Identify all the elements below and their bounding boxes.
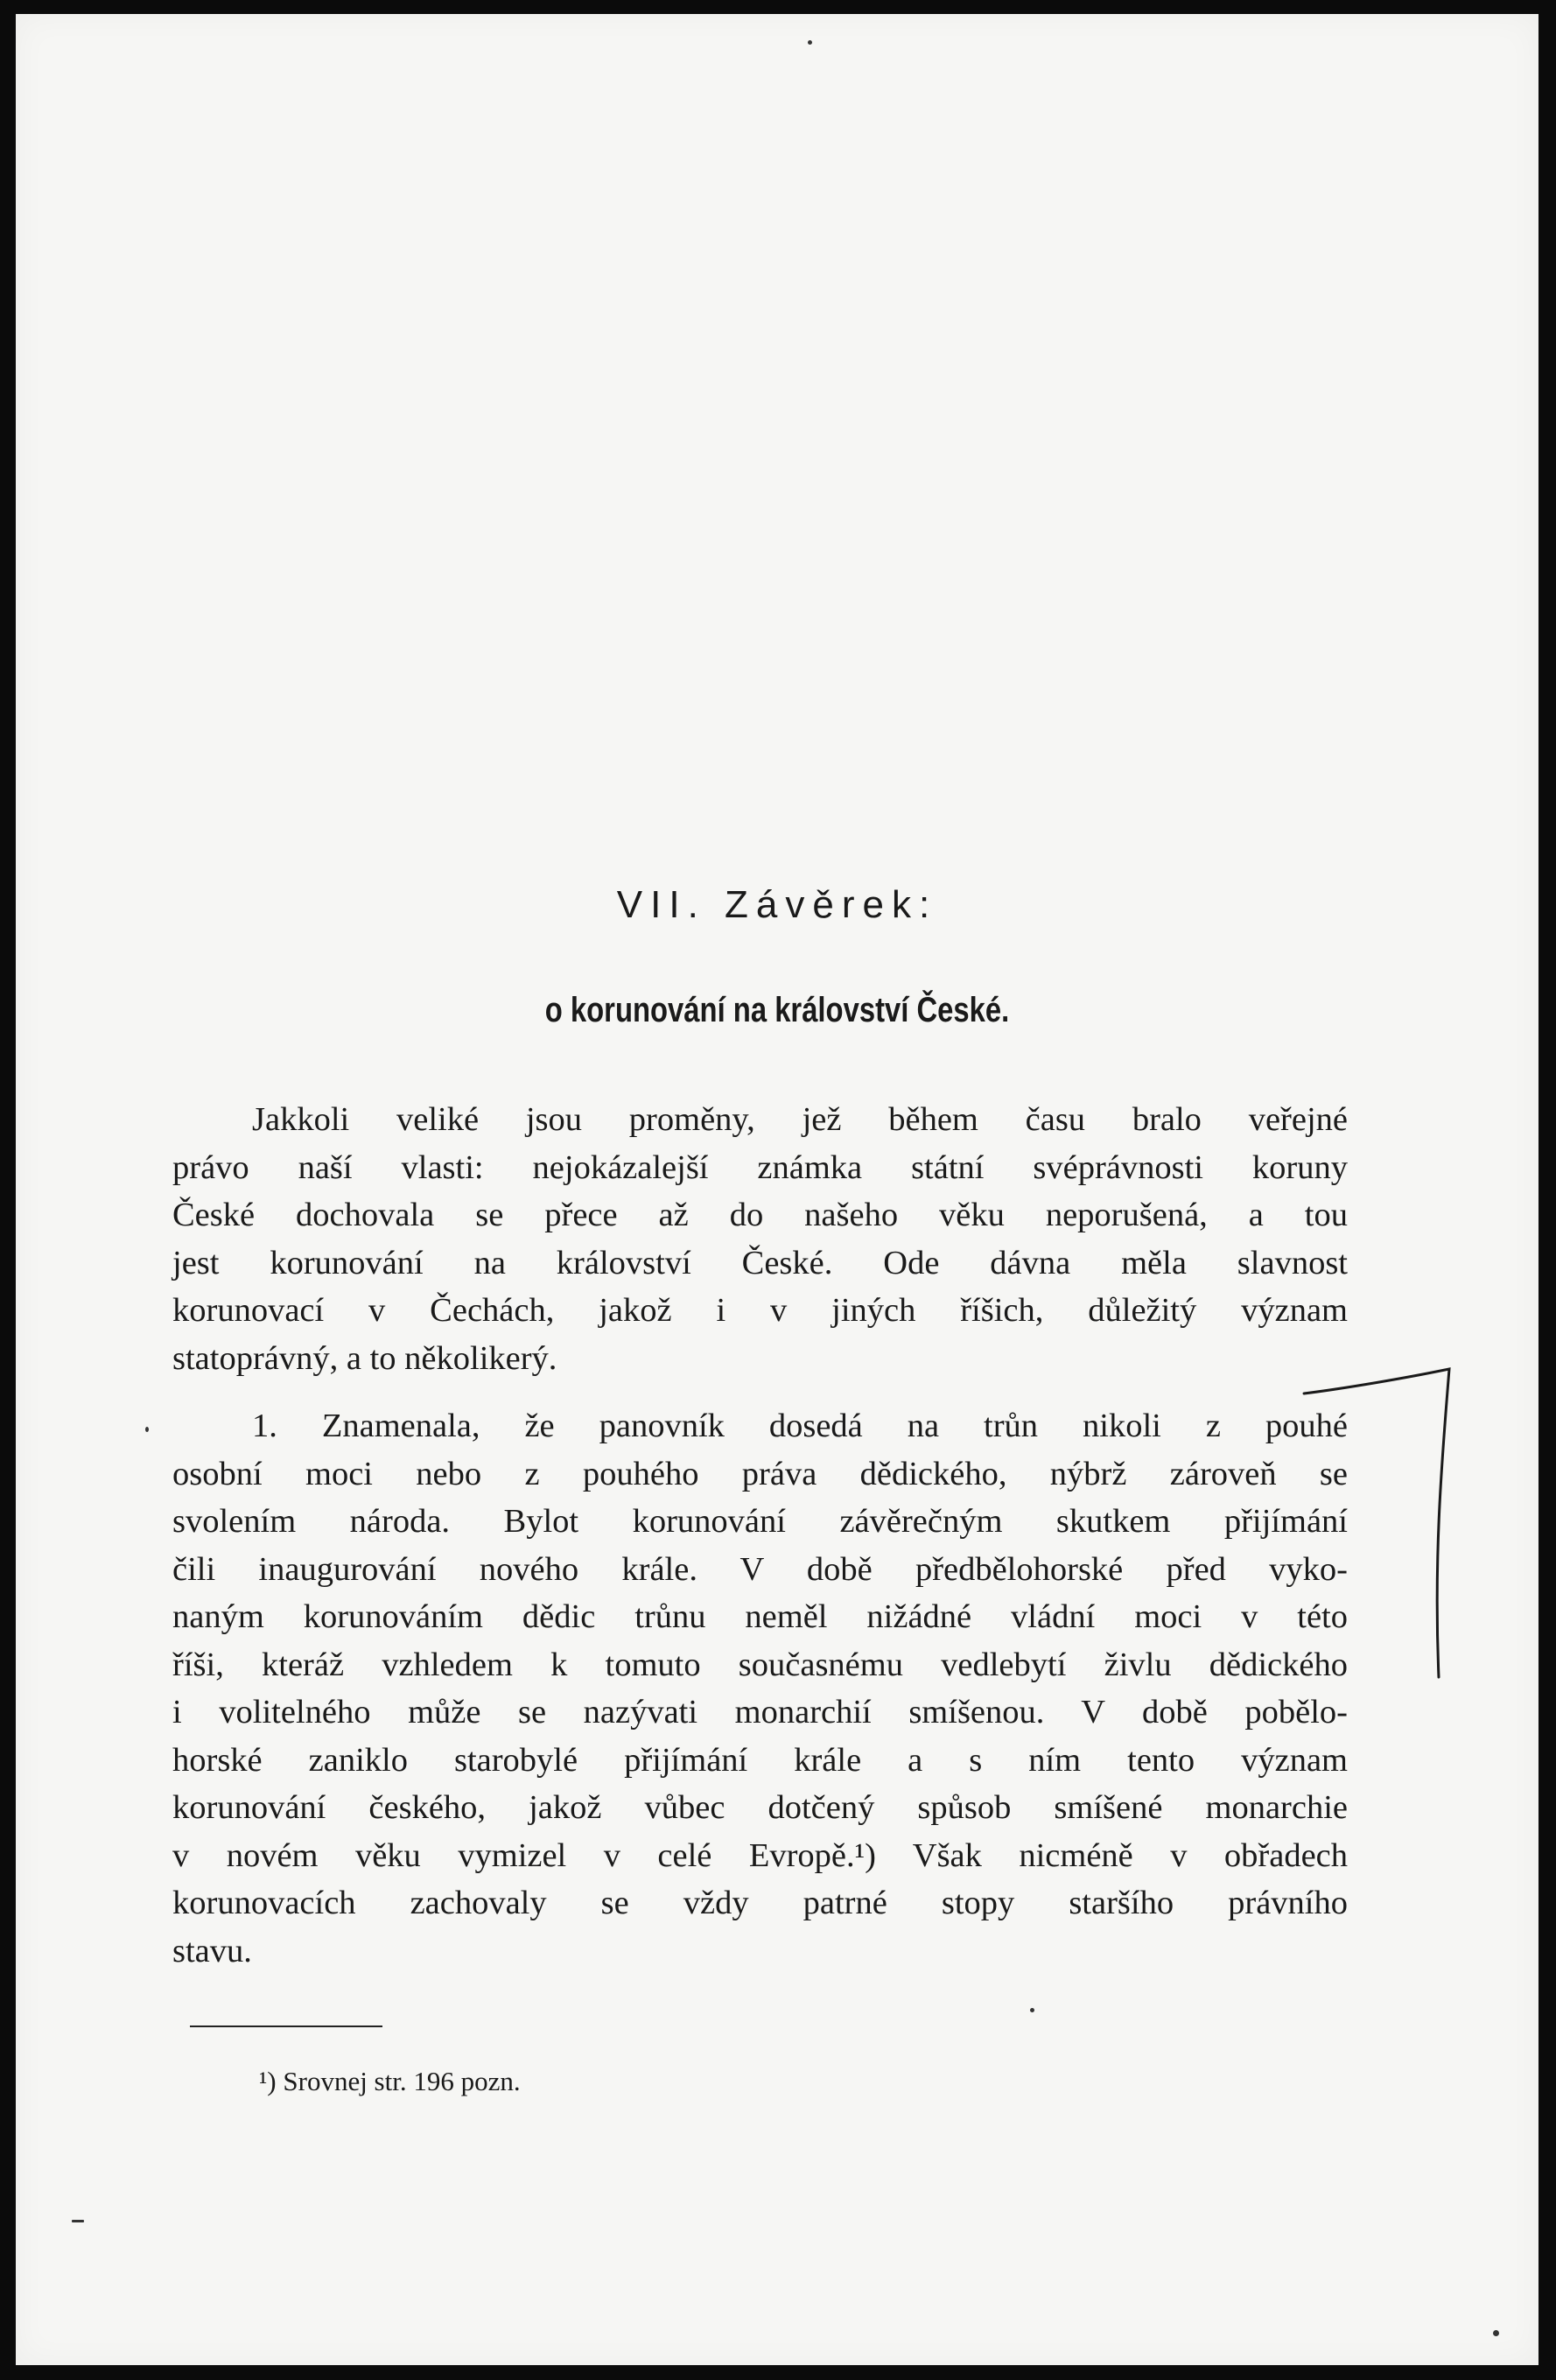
paragraph-line: jest korunování na království České. Ode dávna měla slavnost — [172, 1244, 1348, 1281]
paragraph-line: korunovacích zachovaly se vždy patrné stopy staršího právního — [172, 1885, 1348, 1921]
paragraph-line: čili inaugurování nového krále. V době předbělohorské před vyko- — [172, 1550, 1348, 1588]
paragraph-line: statoprávný, a to několikerý. — [172, 1339, 557, 1377]
paragraph-line: osobní moci nebo z pouhého práva dědického, nýbrž zároveň se — [172, 1455, 1348, 1492]
paragraph-line: Jakkoli veliké jsou proměny, jež během času bralo veřejné — [252, 1101, 1348, 1138]
paragraph-line: svolením národa. Bylot korunování závěrečným skutkem přijímání — [172, 1503, 1348, 1540]
paragraph-line: 1. Znamenala, že panovník dosedá na trůn nikoli z pouhé — [252, 1408, 1348, 1444]
document-page — [16, 14, 1538, 2365]
footnote-marker: ¹) — [259, 2066, 277, 2096]
paragraph-line: korunování českého, jakož vůbec dotčený spůsob smíšené monarchie — [172, 1789, 1348, 1826]
chapter-subheading: o korunování na království České. — [544, 991, 1010, 1029]
footnote-text: Srovnej str. 196 pozn. — [283, 2066, 521, 2096]
footnote-separator — [190, 2025, 382, 2027]
footnote — [259, 2066, 521, 2097]
paper-speck — [72, 2220, 84, 2222]
paragraph-line: stavu. — [172, 1932, 252, 1969]
paper-speck — [145, 1427, 149, 1432]
paragraph-line: v novém věku vymizel v celé Evropě.¹) Však nicméně v obřadech — [172, 1836, 1348, 1874]
paragraph-line: i volitelného může se nazývati monarchií smíšenou. V době pobělo- — [172, 1694, 1348, 1731]
paragraph-line: České dochovala se přece až do našeho věku neporušená, a tou — [172, 1197, 1348, 1233]
paper-speck — [808, 40, 812, 45]
paragraph-line: říši, kteráž vzhledem k tomuto současnému vedlebytí živlu dědického — [172, 1646, 1348, 1683]
paper-speck — [1030, 2008, 1034, 2012]
paragraph-1 — [172, 1096, 1348, 1382]
paragraph-line: horské zaniklo starobylé přijímání krále a s ním tento význam — [172, 1741, 1348, 1779]
chapter-heading: VII. Závěrek: — [616, 883, 938, 926]
paragraph-2 — [172, 1402, 1348, 1975]
paragraph-line: právo naší vlasti: nejokázalejší známka státní svéprávnosti koruny — [172, 1148, 1348, 1186]
paragraph-line: naným korunováním dědic trůnu neměl nižádné vládní moci v této — [172, 1598, 1348, 1635]
paper-speck — [1493, 2330, 1499, 2336]
paragraph-line: korunovací v Čechách, jakož i v jiných říšich, důležitý význam — [172, 1292, 1348, 1329]
margin-bracket-mark — [1302, 1351, 1460, 1702]
